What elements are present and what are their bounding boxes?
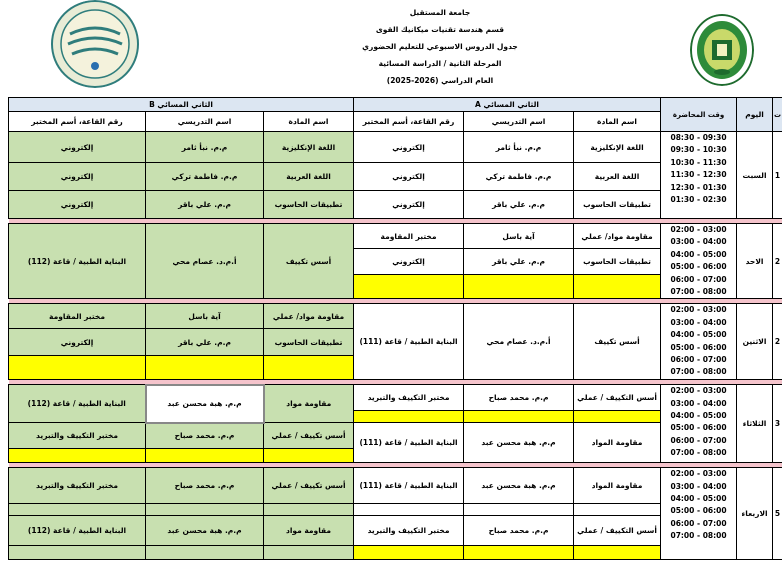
empty-cell <box>146 355 264 379</box>
teacher-cell: م.م. علي باقر <box>464 191 574 219</box>
teacher-cell: م.م. علي باقر <box>464 249 574 275</box>
time-slots: 03:00 - 02:00 04:00 - 03:00 05:00 - 04:00 06:00 - 05:00 07:00 - 06:00 08:00 - 07:00 <box>661 224 737 299</box>
empty-cell <box>574 411 661 423</box>
subject-cell: مقاومة مواد <box>264 516 354 546</box>
teacher-cell: م.م. هبة محسن عبد <box>146 516 264 546</box>
empty-cell <box>354 275 464 299</box>
teacher-cell: م.م. علي باقر <box>146 329 264 355</box>
empty-cell <box>264 355 354 379</box>
day-number: 5 <box>773 468 782 560</box>
department-logo <box>50 0 140 88</box>
subject-cell: أسس التكييف / عملي <box>574 385 661 411</box>
day-number: 3 <box>773 385 782 463</box>
teacher-cell: م.م. نبأ ثامر <box>146 132 264 163</box>
table-row <box>9 304 782 329</box>
subject-cell: أسس تكييف / عملي <box>264 468 354 504</box>
room-cell: البناية الطبية / قاعة (112) <box>9 224 146 299</box>
subject-cell: تطبيقات الحاسوب <box>264 329 354 355</box>
subject-cell: مقاومة المواد <box>574 468 661 504</box>
time-slots: 03:00 - 02:00 04:00 - 03:00 05:00 - 04:00 06:00 - 05:00 07:00 - 06:00 08:00 - 07:00 <box>661 385 737 463</box>
teacher-cell: م.م. نبأ ثامر <box>464 132 574 163</box>
room-cell: مختبر التكييف والتبريد <box>9 468 146 504</box>
empty-cell <box>354 411 464 423</box>
empty-cell <box>146 449 264 463</box>
empty-cell <box>264 504 354 516</box>
empty-cell <box>464 275 574 299</box>
room-cell: مختبر التكييف والتبريد <box>9 423 146 449</box>
time-slots: 09:30 - 08:30 10:30 - 09:30 11:30 - 10:30 12:30 - 11:30 01:30 - 12:30 02:30 - 01:30 <box>661 132 737 219</box>
header-teacher-b: اسم التدريسي <box>146 112 264 132</box>
header-teacher-a: اسم التدريسي <box>464 112 574 132</box>
empty-cell <box>574 546 661 560</box>
page-header <box>340 4 540 89</box>
header-subject-a: اسم المادة <box>574 112 661 132</box>
subject-cell: مقاومة مواد/ عملي <box>574 224 661 249</box>
teacher-cell: م.م. هبة محسن عبد <box>464 468 574 504</box>
teacher-cell: م.م. هبة محسن عبد <box>464 423 574 463</box>
subject-cell: اللغة الإنكليزية <box>264 132 354 163</box>
room-cell: مختبر المقاومة <box>9 304 146 329</box>
department-name: قسم هندسة تقنيات ميكانيك القوى <box>375 25 505 34</box>
day-name: الاثنين <box>737 304 773 379</box>
subject-cell: تطبيقات الحاسوب <box>574 191 661 219</box>
day-name: الاحد <box>737 224 773 299</box>
teacher-cell: م.م. هبة محسن عبد <box>146 385 264 423</box>
empty-cell <box>464 504 574 516</box>
empty-cell <box>9 504 146 516</box>
subject-cell: أسس التكييف / عملي <box>574 516 661 546</box>
teacher-cell: م.م. علي باقر <box>146 191 264 219</box>
university-logo <box>690 14 754 86</box>
university-name: جامعة المستقبل <box>409 8 471 17</box>
room-cell: إلكتروني <box>9 132 146 163</box>
teacher-cell: آية باسل <box>146 304 264 329</box>
room-cell: مختبر التكييف والتبريد <box>354 516 464 546</box>
empty-cell <box>574 504 661 516</box>
subject-cell: تطبيقات الحاسوب <box>574 249 661 275</box>
subject-cell: اللغة الإنكليزية <box>574 132 661 163</box>
room-cell: البناية الطبية / قاعة (112) <box>9 385 146 423</box>
header-time: وقت المحاضرة <box>661 98 737 132</box>
header-section-a: الثاني المسائي A <box>354 98 661 112</box>
empty-cell <box>9 449 146 463</box>
room-cell: البناية الطبية / قاعة (111) <box>354 423 464 463</box>
subject-cell: أسس تكييف / عملي <box>264 423 354 449</box>
teacher-cell: م.م. محمد صباح <box>146 423 264 449</box>
room-cell: إلكتروني <box>9 329 146 355</box>
table-row <box>9 224 782 249</box>
empty-cell <box>354 504 464 516</box>
empty-cell <box>146 504 264 516</box>
empty-cell <box>264 449 354 463</box>
empty-cell <box>464 411 574 423</box>
teacher-cell: م.م. فاطمة تركي <box>146 163 264 191</box>
room-cell: البناية الطبية / قاعة (111) <box>354 468 464 504</box>
stage-title: المرحلة الثانية / الدراسة المسائية <box>378 59 502 68</box>
time-slots: 03:00 - 02:00 04:00 - 03:00 05:00 - 04:00 06:00 - 05:00 07:00 - 06:00 08:00 - 07:00 <box>661 468 737 560</box>
table-row <box>9 385 782 411</box>
teacher-cell: م.م. فاطمة تركي <box>464 163 574 191</box>
room-cell: إلكتروني <box>354 249 464 275</box>
empty-cell <box>9 546 146 560</box>
room-cell: مختبر التكييف والتبريد <box>354 385 464 411</box>
room-cell: إلكتروني <box>354 191 464 219</box>
header-section-b: الثاني المسائي B <box>9 98 354 112</box>
day-name: الاربعاء <box>737 468 773 560</box>
subject-cell: اللغة العربية <box>574 163 661 191</box>
subject-cell: مقاومة مواد/ عملي <box>264 304 354 329</box>
teacher-cell: أ.م.د. عصام محي <box>146 224 264 299</box>
day-number: 1 <box>773 132 782 219</box>
teacher-cell: م.م. محمد صباح <box>464 516 574 546</box>
header-room-a: رقم القاعة، أسم المختبر <box>354 112 464 132</box>
header-subject-b: اسم المادة <box>264 112 354 132</box>
subject-cell: اللغة العربية <box>264 163 354 191</box>
subject-cell: أسس تكييف <box>264 224 354 299</box>
subject-cell: مقاومة مواد <box>264 385 354 423</box>
empty-cell <box>264 546 354 560</box>
header-room-b: رقم القاعة، أسم المختبر <box>9 112 146 132</box>
room-cell: مختبر المقاومة <box>354 224 464 249</box>
room-cell: إلكتروني <box>9 163 146 191</box>
header-row-sections <box>9 98 782 112</box>
teacher-cell: أ.م.د. عصام محي <box>464 304 574 379</box>
room-cell: إلكتروني <box>354 132 464 163</box>
room-cell: البناية الطبية / قاعة (112) <box>9 516 146 546</box>
empty-cell <box>9 355 146 379</box>
subject-cell: أسس تكييف <box>574 304 661 379</box>
table-row <box>9 132 782 163</box>
day-name: السبت <box>737 132 773 219</box>
subject-cell: تطبيقات الحاسوب <box>264 191 354 219</box>
teacher-cell: م.م. محمد صباح <box>464 385 574 411</box>
header-day: اليوم <box>737 98 773 132</box>
empty-cell <box>146 546 264 560</box>
teacher-cell: آية باسل <box>464 224 574 249</box>
subject-cell: مقاومة المواد <box>574 423 661 463</box>
academic-year: العام الدراسي (2026-2025) <box>386 76 494 85</box>
room-cell: إلكتروني <box>354 163 464 191</box>
day-number: 2 <box>773 304 782 379</box>
time-slots: 03:00 - 02:00 04:00 - 03:00 05:00 - 04:00 06:00 - 05:00 07:00 - 06:00 08:00 - 07:00 <box>661 304 737 379</box>
table-row <box>9 468 782 504</box>
header-t: ت <box>773 98 782 132</box>
empty-cell <box>464 546 574 560</box>
empty-cell <box>354 546 464 560</box>
schedule-title: جدول الدروس الاسبوعي للتعليم الحضوري <box>362 42 518 51</box>
schedule-table <box>8 97 782 560</box>
empty-cell <box>574 275 661 299</box>
room-cell: إلكتروني <box>9 191 146 219</box>
teacher-cell: م.م. محمد صباح <box>146 468 264 504</box>
room-cell: البناية الطبية / قاعة (111) <box>354 304 464 379</box>
day-name: الثلاثاء <box>737 385 773 463</box>
day-number: 2 <box>773 224 782 299</box>
